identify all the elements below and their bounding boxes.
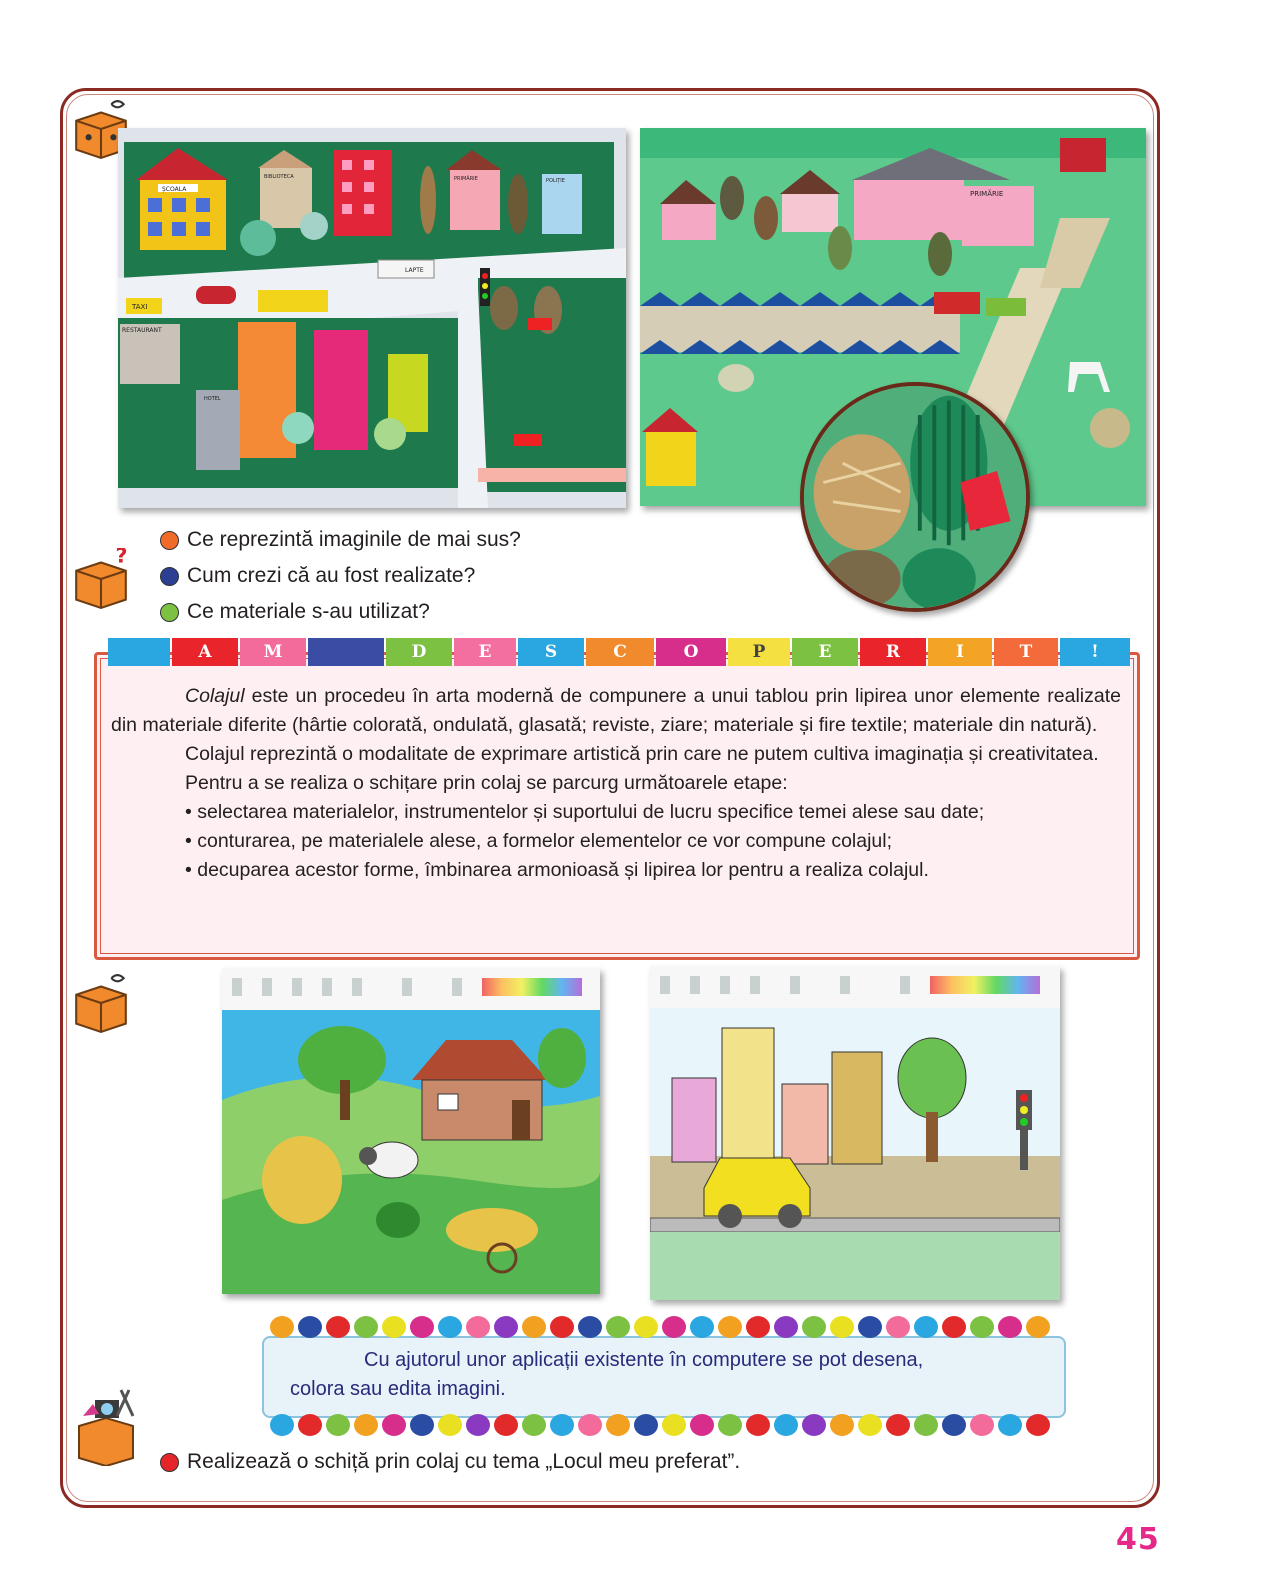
- orange-bullet-icon: [160, 531, 179, 550]
- definition-paragraph-3: Pentru a se realiza o schițare prin colaj se parcurg următoarele etape:: [185, 772, 788, 794]
- banner-letter-r: R: [860, 638, 926, 666]
- paint-screenshot-city: [650, 966, 1060, 1300]
- paint-canvas-countryside: [222, 1010, 600, 1294]
- banner-tile-blank-2: [308, 638, 384, 666]
- paint-ribbon-toolbar: [222, 968, 600, 1011]
- info-note-text: [290, 1346, 1050, 1404]
- collage-photo-town: [118, 128, 626, 508]
- banner-letter-a: A: [172, 638, 238, 666]
- banner-letter-c: C: [586, 638, 654, 666]
- definition-bullet-3: • decuparea acestor forme, îmbinarea armonioasă și lipirea lor pentru a realiza colajul.: [185, 859, 929, 881]
- red-bullet-icon: [160, 1453, 179, 1472]
- definition-text: [111, 682, 1121, 885]
- banner-letter-e2: E: [792, 638, 858, 666]
- taxi-sign: TAXI: [132, 303, 148, 311]
- library-sign: BIBLIOTECA: [264, 174, 294, 180]
- hotel-sign: HOTEL: [204, 396, 221, 402]
- paint-ribbon-toolbar-2: [650, 966, 1060, 1009]
- balloon-border-bottom: [270, 1414, 1060, 1438]
- magnified-detail-circle: [800, 382, 1030, 612]
- blue-bullet-icon: [160, 567, 179, 586]
- page-number: 45: [1116, 1522, 1160, 1557]
- banner-tile-blank: [108, 638, 170, 666]
- banner-letter-s: S: [518, 638, 584, 666]
- question-2: [160, 564, 475, 588]
- task-line: [160, 1450, 740, 1474]
- school-sign: ȘCOALA: [162, 186, 187, 193]
- banner-letter-e: E: [454, 638, 516, 666]
- question-2-text: Cum crezi că au fost realizate?: [187, 564, 476, 587]
- craft-tools-mascot-icon: [70, 1386, 142, 1466]
- question-3-text: Ce materiale s-au utilizat?: [187, 600, 430, 623]
- definition-paragraph-1: este un procedeu în arta modernă de compunere a unui tablou prin lipirea unor elemente realizate din materiale diferite (hârtie colorată, ondulată, glasată; reviste, ziare; materiale și fire textile; materiale din natură).: [111, 685, 1121, 736]
- paint-screenshot-countryside: [222, 968, 600, 1294]
- green-bullet-icon: [160, 603, 179, 622]
- milk-truck-sign: LAPTE: [405, 267, 424, 274]
- treasure-box-mascot-icon-2: [70, 972, 132, 1034]
- info-note-line-1: Cu ajutorul unor aplicații existente în computere se pot desena,: [364, 1349, 924, 1371]
- question-mascot-icon: [70, 548, 132, 610]
- info-note-line-2: colora sau edita imagini.: [290, 1378, 506, 1400]
- restaurant-sign: RESTAURANT: [122, 327, 162, 334]
- definition-term: Colajul: [185, 685, 245, 707]
- police-sign: POLIȚIE: [546, 178, 565, 184]
- question-1-text: Ce reprezintă imaginile de mai sus?: [187, 528, 521, 551]
- banner-letter-p: P: [728, 638, 790, 666]
- banner-letter-t: T: [994, 638, 1058, 666]
- question-1: [160, 528, 521, 552]
- paint-canvas-city: [650, 1008, 1060, 1300]
- definition-bullet-1: • selectarea materialelor, instrumentelor și suportului de lucru specifice temei alese sau date;: [185, 801, 985, 823]
- banner-letter-d: D: [386, 638, 452, 666]
- banner-letter-i: I: [928, 638, 992, 666]
- am-descoperit-banner: [108, 634, 1138, 670]
- museum-sign: PRIMĂRIE: [454, 176, 478, 182]
- svg-text:?: ?: [115, 548, 128, 568]
- banner-letter-o: O: [656, 638, 726, 666]
- definition-paragraph-2: Colajul reprezintă o modalitate de exprimare artistică prin care ne putem cultiva imaginația și creativitatea.: [185, 743, 1099, 765]
- question-3: [160, 600, 430, 624]
- banner-exclamation: !: [1060, 638, 1130, 666]
- task-text: Realizează o schiță prin colaj cu tema „Locul meu preferat”.: [187, 1450, 741, 1473]
- banner-letter-m: M: [240, 638, 306, 666]
- balloon-border-top: [270, 1316, 1060, 1340]
- townhall-sign: PRIMĂRIE: [970, 190, 1004, 198]
- definition-bullet-2: • conturarea, pe materialele alese, a formelor elementelor ce vor compune colajul;: [185, 830, 893, 852]
